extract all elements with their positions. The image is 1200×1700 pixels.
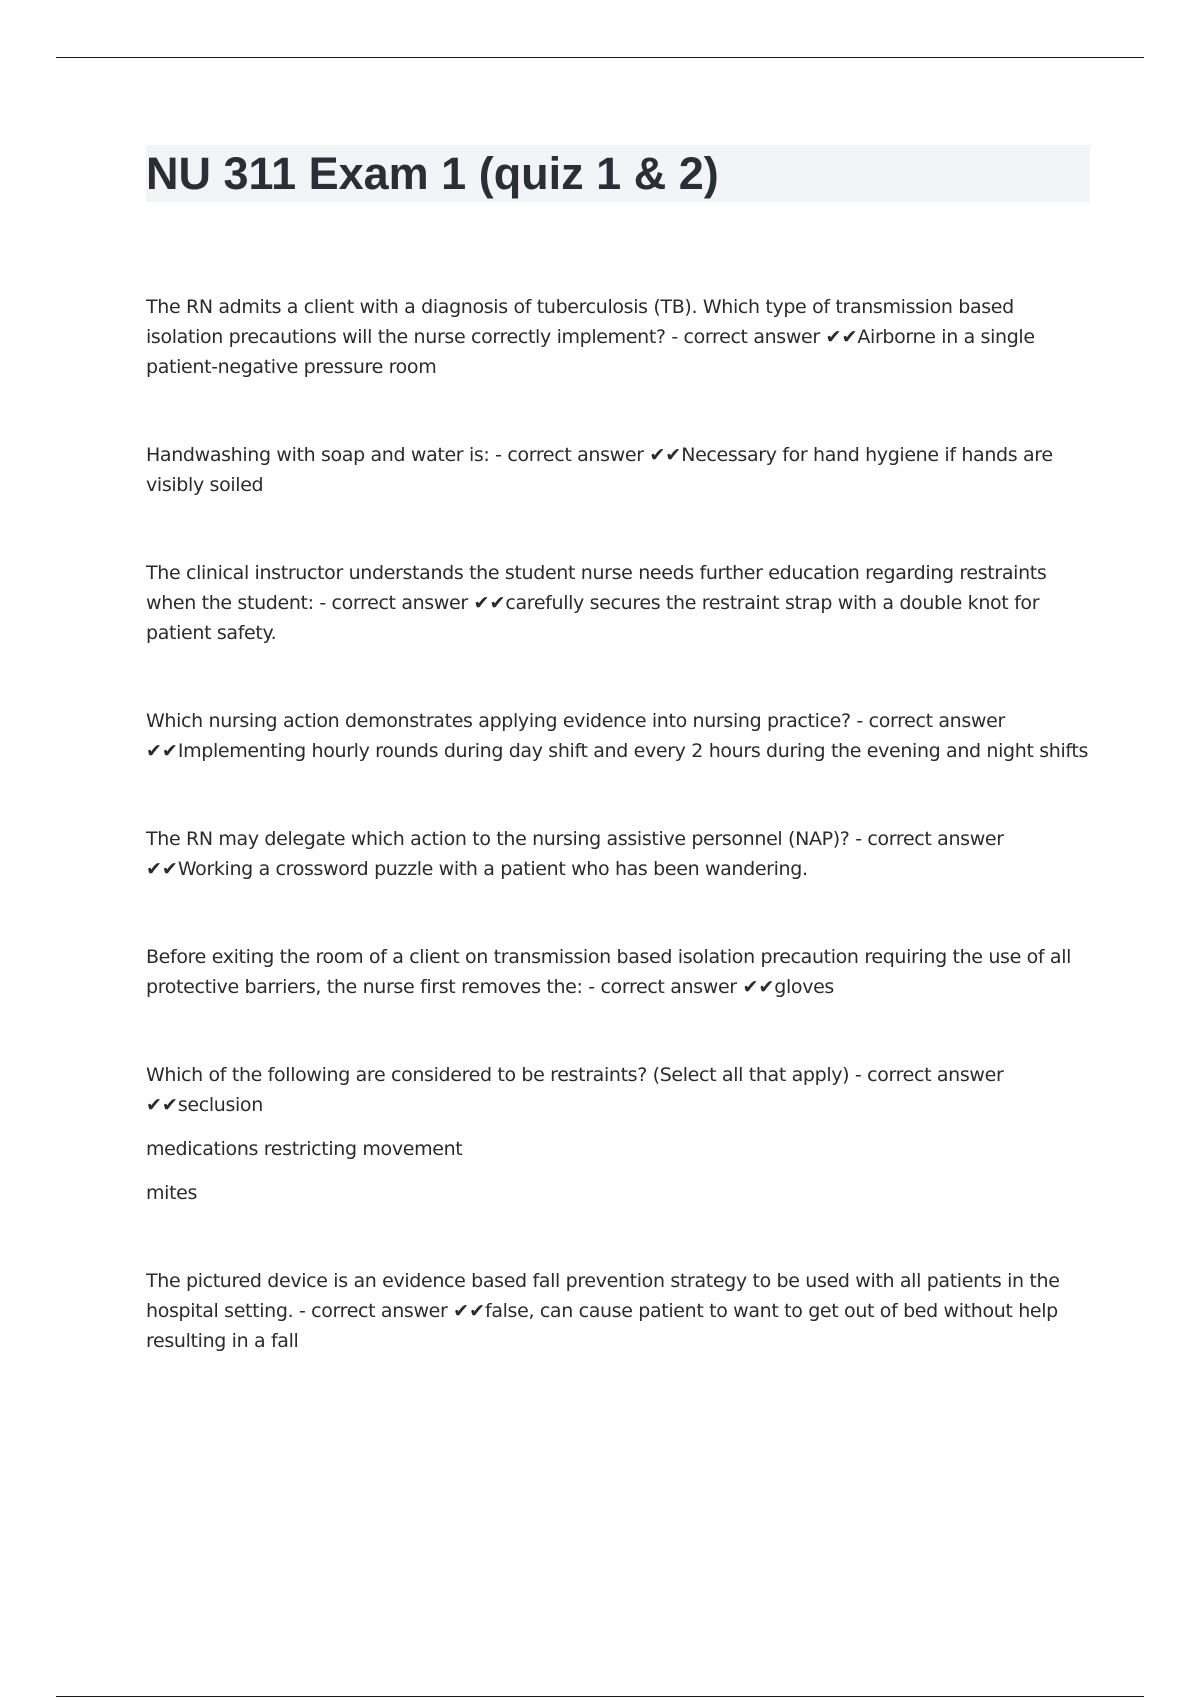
double-check-icon: ✔✔ — [473, 592, 506, 614]
qa-text — [146, 706, 1091, 766]
qa-text — [146, 440, 1091, 500]
bottom-rule — [56, 1696, 1144, 1697]
double-check-icon: ✔✔ — [649, 444, 682, 466]
qa-text — [146, 558, 1091, 648]
qa-item — [146, 942, 1091, 1002]
qa-item — [146, 558, 1091, 648]
question-text: The RN admits a client with a diagnosis of tuberculosis (TB). Which type of transmission based isolation precautions will the nurse correctly implement? — [146, 296, 1014, 348]
qa-item — [146, 824, 1091, 884]
qa-text — [146, 1060, 1091, 1120]
qa-item — [146, 1266, 1091, 1356]
double-check-icon: ✔✔ — [146, 858, 178, 880]
answer-separator: - correct answer — [850, 710, 1005, 732]
answer-separator: - correct answer — [489, 444, 650, 466]
answer-extra-line: medications restricting movement — [146, 1138, 463, 1160]
answer-separator: - correct answer — [665, 326, 826, 348]
double-check-icon: ✔✔ — [453, 1300, 485, 1322]
answer-text: seclusion — [177, 1094, 263, 1116]
qa-text — [146, 824, 1091, 884]
answer-text: Necessary for hand hygiene if hands are visibly soiled — [146, 444, 1053, 496]
qa-text — [146, 942, 1091, 1002]
answer-text: Working a crossword puzzle with a patient who has been wandering. — [177, 858, 808, 880]
question-text: Before exiting the room of a client on transmission based isolation precaution requiring the use of all protective barriers, the nurse first removes the: — [146, 946, 1072, 998]
question-text: The pictured device is an evidence based fall prevention strategy to be used with all patients in the hospital setting. — [146, 1270, 1060, 1322]
qa-list — [146, 292, 1091, 1414]
answer-separator: - correct answer — [293, 1300, 454, 1322]
double-check-icon: ✔✔ — [825, 326, 858, 348]
answer-text: carefully secures the restraint strap with a double knot for patient safety. — [146, 592, 1040, 644]
answer-separator: - correct answer — [849, 828, 1004, 850]
answer-text: Implementing hourly rounds during day shift and every 2 hours during the evening and night shifts — [177, 740, 1089, 762]
question-text: The RN may delegate which action to the nursing assistive personnel (NAP)? — [146, 828, 850, 850]
qa-item — [146, 440, 1091, 500]
answer-text: Airborne in a single patient-negative pressure room — [146, 326, 1035, 378]
answer-separator: - correct answer — [582, 976, 743, 998]
qa-item — [146, 1060, 1091, 1208]
question-text: Handwashing with soap and water is: — [146, 444, 490, 466]
qa-item — [146, 292, 1091, 382]
double-check-icon: ✔✔ — [146, 1094, 178, 1116]
answer-text: false, can cause patient to want to get out of bed without help resulting in a fall — [146, 1300, 1058, 1352]
double-check-icon: ✔✔ — [146, 740, 178, 762]
answer-extra-line: mites — [146, 1182, 198, 1204]
document-title: NU 311 Exam 1 (quiz 1 & 2) — [146, 148, 719, 199]
question-text: The clinical instructor understands the student nurse needs further education regarding restraints when the student: — [146, 562, 1047, 614]
answer-separator: - correct answer — [313, 592, 474, 614]
double-check-icon: ✔✔ — [742, 976, 775, 998]
answer-text: gloves — [774, 976, 834, 998]
qa-item — [146, 706, 1091, 766]
qa-text — [146, 1266, 1091, 1356]
top-rule — [56, 57, 1144, 58]
question-text: Which nursing action demonstrates applying evidence into nursing practice? — [146, 710, 851, 732]
qa-text — [146, 292, 1091, 382]
question-text: Which of the following are considered to be restraints? (Select all that apply) — [146, 1064, 850, 1086]
answer-separator: - correct answer — [849, 1064, 1004, 1086]
